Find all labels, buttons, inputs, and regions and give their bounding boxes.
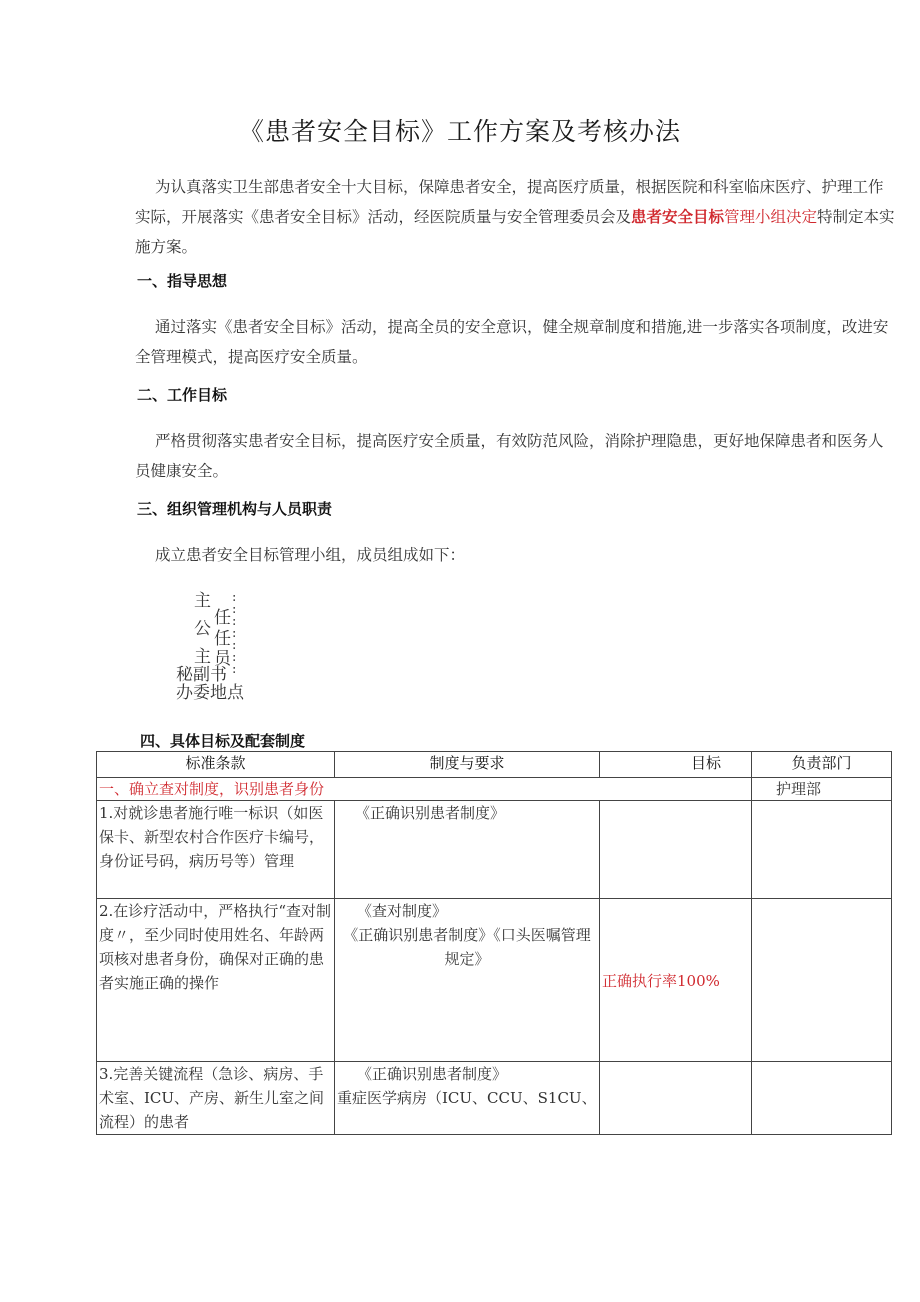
staff-line: 主	[194, 591, 211, 611]
goal-cell: 正确执行率100%	[600, 899, 752, 1062]
goal-cell	[600, 801, 752, 899]
staff-line: 办委地点	[176, 683, 244, 703]
requirement-cell	[335, 1062, 600, 1135]
header-cell: 目标	[600, 752, 752, 778]
requirement-line: 重症医学病房（ICU、CCU、S1CU、	[337, 1089, 597, 1107]
staff-line: 员	[214, 649, 231, 669]
staff-line: 公	[194, 619, 211, 639]
requirement-line: 《正确识别患者制度》	[357, 1065, 508, 1083]
intro-highlight-bold: 患者安全目标	[631, 208, 725, 226]
staff-colons: : : : : : : :	[232, 590, 237, 677]
header-cell: 负责部门	[752, 752, 892, 778]
section-row-label: 一、确立查对制度，识别患者身份	[97, 778, 752, 801]
table-heading: 四、具体目标及配套制度	[140, 732, 306, 750]
table-section-row	[97, 778, 892, 801]
staff-line: 任	[214, 608, 231, 628]
section-row-dept: 护理部	[752, 778, 892, 801]
header-cell: 标准条款	[97, 752, 335, 778]
section-heading-1: 一、指导思想	[137, 272, 228, 290]
requirement-cell: 《正确识别患者制度》	[335, 801, 600, 899]
table-header-row	[97, 752, 892, 778]
staff-line: 秘副书	[176, 665, 227, 685]
intro-text: 为认真落实卫生部患者安全十大目标，保障患者安全，提高医疗质量，根据医院和科室临床医疗、护理工作实际，开展落实《患者安全目标》活动，经医院质量与安全管理委员会及	[135, 178, 884, 226]
requirement-line: 《查对制度》	[357, 902, 448, 920]
clause-cell: 2.在诊疗活动中，严格执行“查对制度〃，至少同时使用姓名、年龄两项核对患者身份，确保对正确的患者实施正确的操作	[97, 899, 335, 1062]
clause-cell: 3.完善关键流程（急诊、病房、手术室、ICU、产房、新生儿室之间流程）的患者	[97, 1062, 335, 1135]
intro-highlight: 管理小组决定	[724, 208, 818, 226]
dept-cell	[752, 801, 892, 899]
requirement-cell	[335, 899, 600, 1062]
intro-paragraph	[135, 172, 895, 262]
staff-list	[170, 592, 260, 707]
section-body-2: 严格贯彻落实患者安全目标，提高医疗安全质量，有效防范风险，消除护理隐患，更好地保障患者和医务人员健康安全。	[135, 432, 884, 480]
intro-text-end: 特制定本实施方案。	[135, 208, 895, 256]
section-body-3: 成立患者安全目标管理小组，成员组成如下：	[155, 546, 466, 564]
section-heading-2: 二、工作目标	[137, 386, 228, 404]
header-cell: 制度与要求	[335, 752, 600, 778]
requirement-line: 《正确识别患者制度》《口头医嘱管理规定》	[343, 926, 591, 968]
goal-cell	[600, 1062, 752, 1135]
dept-cell	[752, 1062, 892, 1135]
table-row	[97, 1062, 892, 1135]
page-title: 《患者安全目标》工作方案及考核办法	[238, 117, 681, 146]
section-heading-3: 三、组织管理机构与人员职责	[137, 500, 333, 518]
goals-table	[96, 751, 892, 1135]
table-row	[97, 801, 892, 899]
section-body-1: 通过落实《患者安全目标》活动，提高全员的安全意识，健全规章制度和措施,进一步落实各项制度，改进安全管理模式，提高医疗安全质量。	[135, 318, 889, 366]
dept-cell	[752, 899, 892, 1062]
clause-cell: 1.对就诊患者施行唯一标识（如医保卡、新型农村合作医疗卡编号，身份证号码，病历号等）管理	[97, 801, 335, 899]
table-row	[97, 899, 892, 1062]
staff-line: 任	[214, 629, 231, 649]
staff-line: 主	[194, 647, 211, 667]
